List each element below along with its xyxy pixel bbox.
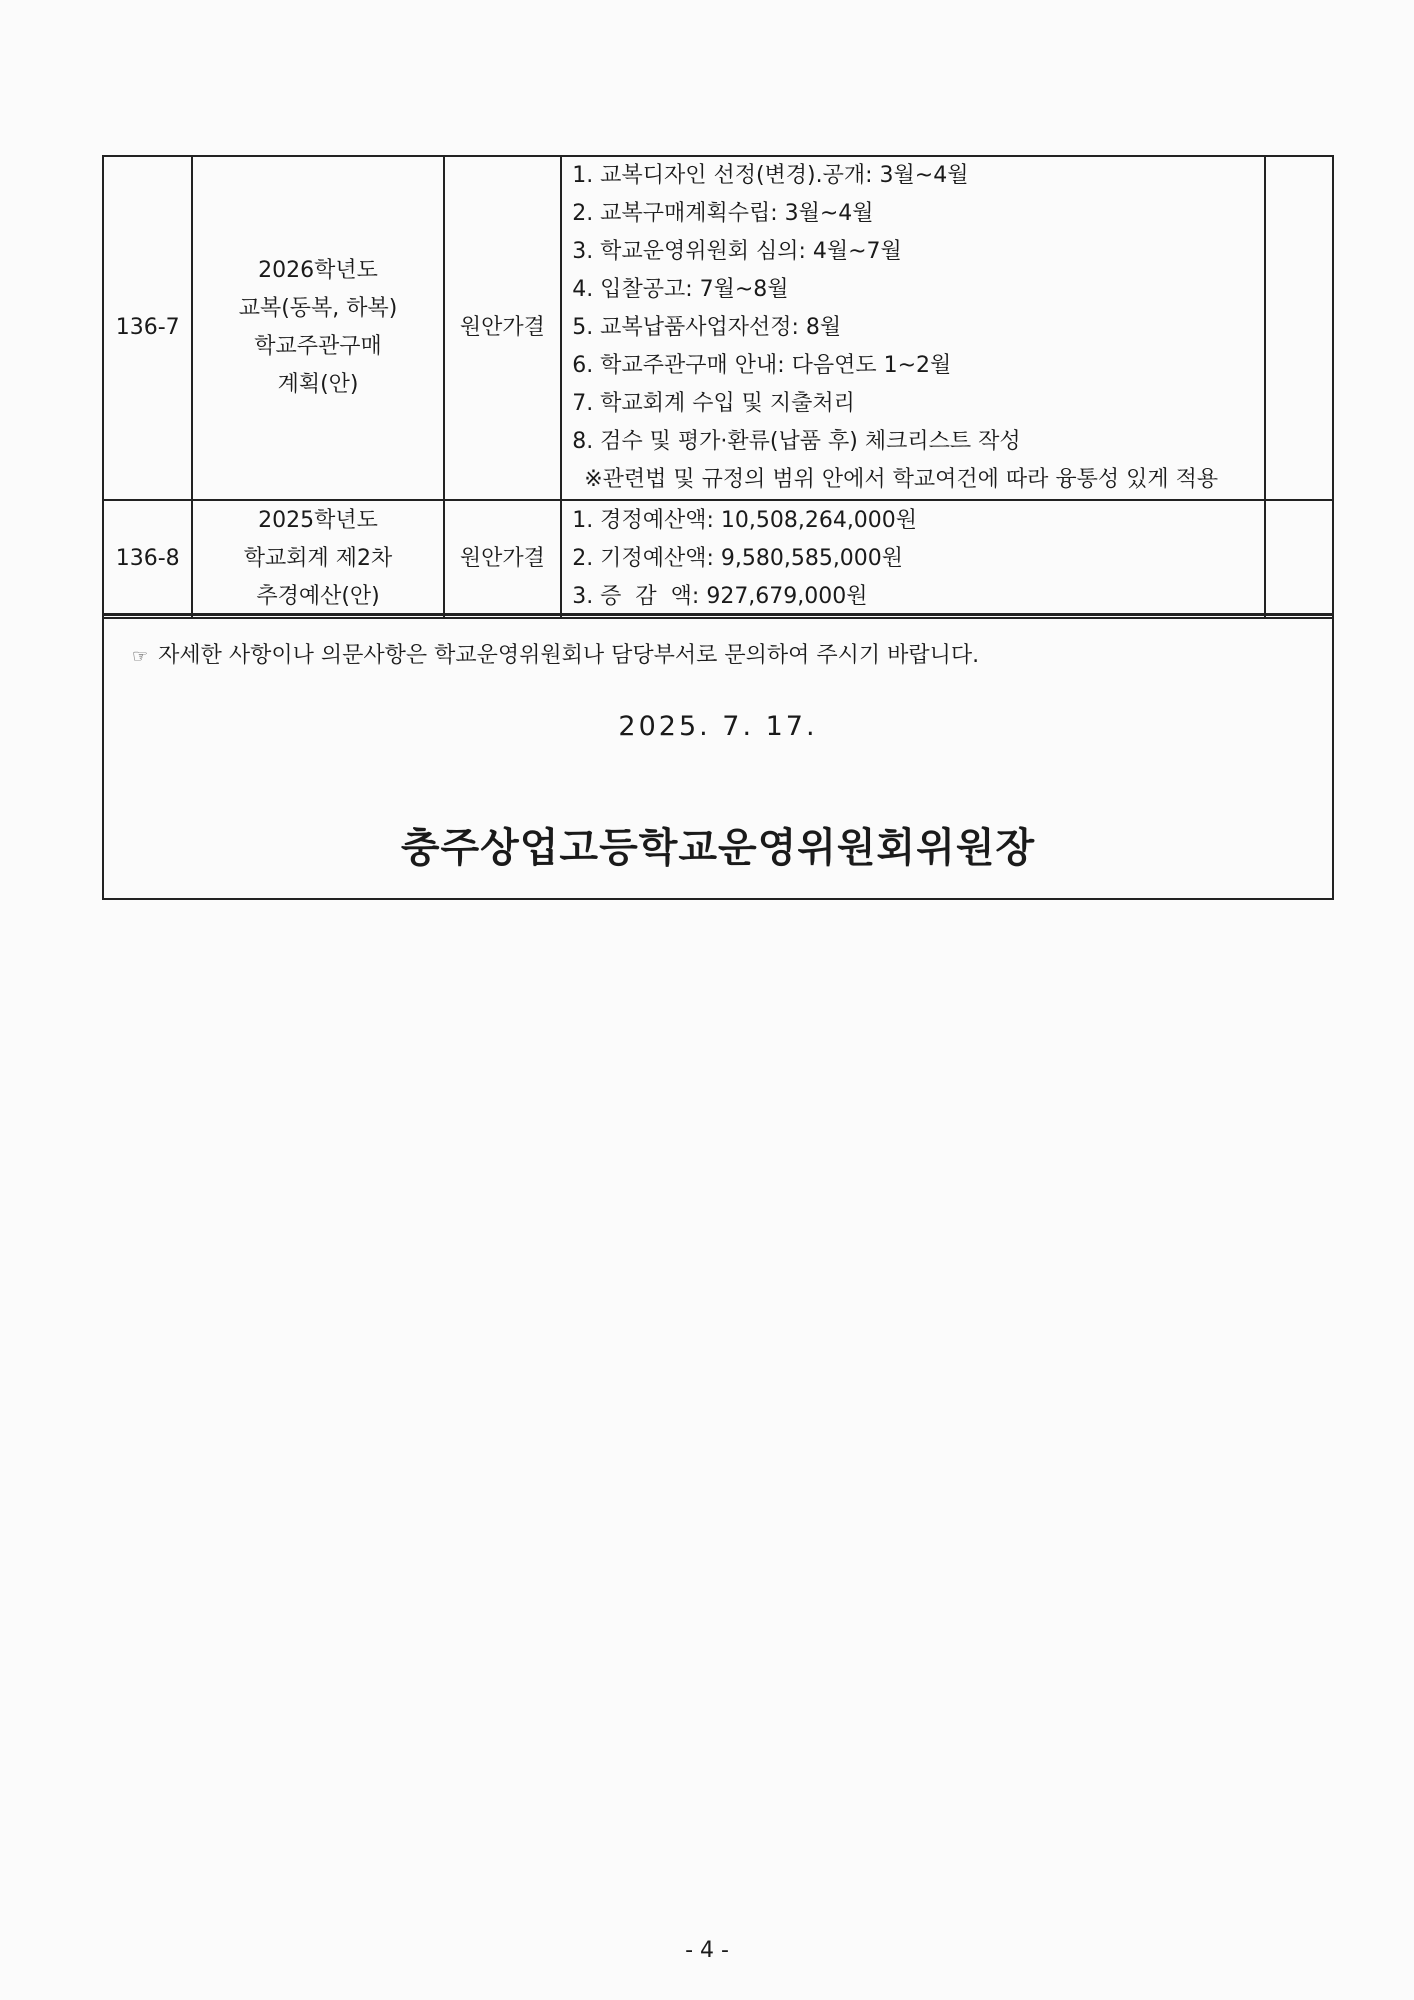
detail-line: 1. 교복디자인 선정(변경).공개: 3월~4월 <box>572 163 969 188</box>
notice-date: 2025. 7. 17. <box>618 711 818 742</box>
table-row <box>103 156 1333 500</box>
pointing-hand-icon: ☞ <box>132 646 149 667</box>
detail-note: ※관련법 및 규정의 범위 안에서 학교여건에 따라 융통성 있게 적용 <box>584 467 1219 492</box>
agenda-title-line: 학교주관구매 <box>254 334 382 359</box>
detail-line: 8. 검수 및 평가·환류(납품 후) 체크리스트 작성 <box>572 429 1021 454</box>
agenda-title-line: 계획(안) <box>277 372 359 397</box>
blank-cell <box>1265 156 1333 500</box>
agenda-number: 136-7 <box>103 156 192 500</box>
agenda-result: 원안가결 <box>444 156 562 500</box>
agenda-title <box>192 500 443 618</box>
detail-line: 2. 기정예산액: 9,580,585,000원 <box>572 546 904 571</box>
agenda-title-line: 학교회계 제2차 <box>243 546 393 571</box>
agenda-title-line: 교복(동복, 하복) <box>238 296 398 321</box>
agenda-results-table <box>102 155 1334 619</box>
detail-line: 3. 학교운영위원회 심의: 4월~7월 <box>572 239 902 264</box>
blank-cell <box>1265 500 1333 618</box>
detail-line: 3. 증 감 액: 927,679,000원 <box>572 584 868 609</box>
detail-line: 7. 학교회계 수입 및 지출처리 <box>572 391 855 416</box>
detail-line: 4. 입찰공고: 7월~8월 <box>572 277 789 302</box>
agenda-title-line: 2025학년도 <box>258 508 378 533</box>
table-row <box>103 500 1333 618</box>
notice-text <box>132 638 979 669</box>
agenda-title <box>192 156 443 500</box>
notice-signer: 충주상업고등학교운영위원회위원장 <box>400 825 1036 871</box>
agenda-details <box>561 156 1264 500</box>
detail-line: 6. 학교주관구매 안내: 다음연도 1~2월 <box>572 353 952 378</box>
agenda-title-line: 추경예산(안) <box>256 584 380 609</box>
notice-box <box>102 613 1334 900</box>
detail-line: 2. 교복구매계획수립: 3월~4월 <box>572 201 874 226</box>
agenda-result: 원안가결 <box>444 500 562 618</box>
notice-message: 자세한 사항이나 의문사항은 학교운영위원회나 담당부서로 문의하여 주시기 바랍니다. <box>158 643 980 668</box>
agenda-title-line: 2026학년도 <box>258 258 378 283</box>
detail-line: 1. 경정예산액: 10,508,264,000원 <box>572 508 918 533</box>
detail-line: 5. 교복납품사업자선정: 8월 <box>572 315 842 340</box>
page-number: - 4 - <box>685 1938 729 1963</box>
agenda-number: 136-8 <box>103 500 192 618</box>
agenda-details <box>561 500 1264 618</box>
